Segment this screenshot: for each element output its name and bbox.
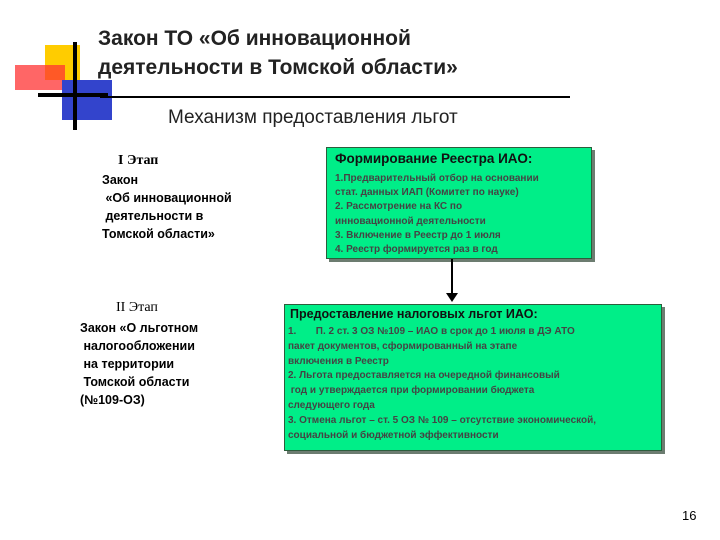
- stage1-line: Томской области»: [102, 227, 215, 241]
- tax-benefit-item: пакет документов, сформированный на этапе: [288, 340, 518, 352]
- registry-box-items: [335, 172, 585, 257]
- stage1-heading: I Этап: [118, 153, 159, 168]
- stage1-line: «Об инновационной: [102, 191, 232, 205]
- stage2-line: Томской области: [80, 375, 190, 389]
- title-underline: [100, 96, 570, 98]
- registry-box-title: Формирование Реестра ИАО:: [335, 151, 533, 166]
- stage2-line: Закон «О льготном: [80, 321, 199, 335]
- tax-benefit-item: 3. Отмена льгот – ст. 5 ОЗ № 109 – отсутствие экономической,: [288, 414, 597, 426]
- tax-benefit-item: следующего года: [288, 399, 375, 411]
- registry-item: стат. данных ИАП (Комитет по науке): [335, 187, 519, 199]
- page-number: 16: [682, 508, 697, 523]
- tax-benefit-item: 1. П. 2 ст. 3 ОЗ №109 – ИАО в срок до 1 июля в ДЭ АТО: [288, 326, 575, 337]
- tax-benefit-item: год и утверждается при формировании бюджета: [288, 385, 535, 397]
- tax-benefit-item: 2. Льгота предоставляется на очередной финансовый: [288, 370, 560, 382]
- logo-horizontal-line: [38, 93, 108, 97]
- registry-item: 1.Предварительный отбор на основании: [335, 173, 539, 184]
- stage1-line: Закон: [102, 173, 139, 187]
- stage2-line: налогообложении: [80, 339, 195, 353]
- registry-item: инновационной деятельности: [335, 215, 486, 227]
- stage1-law: [102, 171, 272, 243]
- tax-benefit-box-items: [288, 325, 658, 443]
- stage2-line: на территории: [80, 357, 175, 371]
- stage2-line: (№109-ОЗ): [80, 393, 145, 407]
- stage2-heading: II Этап: [116, 300, 158, 315]
- title-line-1: Закон ТО «Об инновационной: [98, 27, 411, 50]
- registry-box: [326, 147, 592, 259]
- tax-benefit-box: [284, 304, 662, 451]
- tax-benefit-box-title: Предоставление налоговых льгот ИАО:: [290, 307, 538, 321]
- logo-blue-square: [62, 80, 112, 120]
- tax-benefit-item: социальной и бюджетной эффективности: [288, 429, 499, 441]
- stage2-law: [80, 319, 255, 409]
- registry-item: 3. Включение в Реестр до 1 июля: [335, 229, 501, 241]
- logo-red-square: [15, 65, 65, 90]
- registry-item: 4. Реестр формируется раз в год: [335, 244, 498, 256]
- registry-item: 2. Рассмотрение на КС по: [335, 201, 463, 213]
- tax-benefit-item: включения в Реестр: [288, 355, 389, 367]
- flow-arrow-line: [451, 259, 453, 296]
- flow-arrow-head-icon: [446, 293, 458, 302]
- slide-title: [98, 24, 658, 82]
- logo-vertical-line: [73, 42, 77, 130]
- title-line-2: деятельности в Томской области»: [98, 56, 458, 79]
- slide-subtitle: Механизм предоставления льгот: [168, 107, 458, 128]
- stage1-line: деятельности в: [102, 209, 204, 223]
